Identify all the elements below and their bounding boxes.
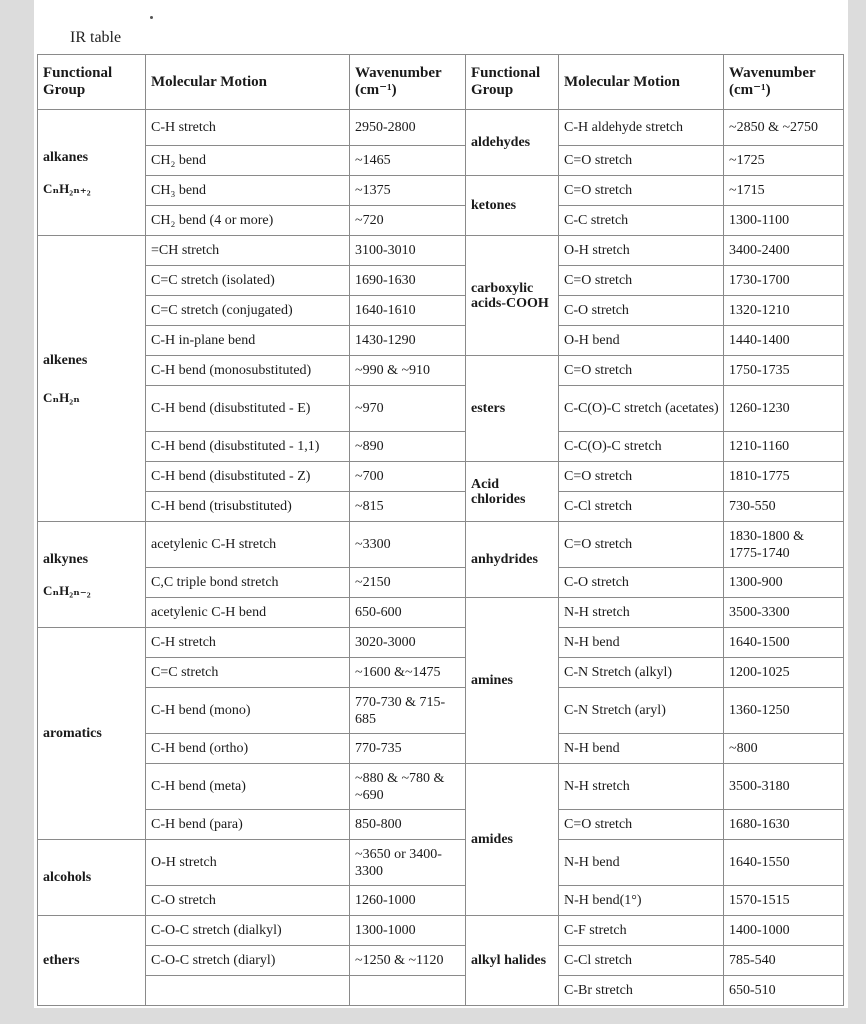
wavenumber-cell: 1750-1735 xyxy=(724,356,844,386)
wavenumber-cell: 1210-1160 xyxy=(724,432,844,462)
table-row xyxy=(38,840,844,886)
table-row xyxy=(38,236,844,266)
motion-cell: C-O stretch xyxy=(559,296,724,326)
wavenumber-cell: 1570-1515 xyxy=(724,886,844,916)
motion-cell: C-C(O)-C stretch xyxy=(559,432,724,462)
wavenumber-cell: 1260-1230 xyxy=(724,386,844,432)
wavenumber-cell: ~720 xyxy=(350,206,466,236)
table-row xyxy=(38,628,844,658)
wavenumber-cell: 1200-1025 xyxy=(724,658,844,688)
motion-cell: C-H bend (disubstituted - E) xyxy=(146,386,350,432)
motion-cell: acetylenic C-H bend xyxy=(146,598,350,628)
header-functional-group-left: Functional Group xyxy=(38,55,146,110)
motion-cell: =CH stretch xyxy=(146,236,350,266)
motion-cell: C-H aldehyde stretch xyxy=(559,110,724,146)
table-row xyxy=(38,522,844,568)
motion-cell: C=C stretch (conjugated) xyxy=(146,296,350,326)
motion-cell: C-Cl stretch xyxy=(559,946,724,976)
wavenumber-cell: ~815 xyxy=(350,492,466,522)
motion-cell: O-H bend xyxy=(559,326,724,356)
wavenumber-cell: 770-730 & 715-685 xyxy=(350,688,466,734)
motion-cell: C-F stretch xyxy=(559,916,724,946)
wavenumber-cell: 1400-1000 xyxy=(724,916,844,946)
group-formula: CₙH₂ₙ xyxy=(43,389,80,405)
motion-cell: C-H bend (para) xyxy=(146,810,350,840)
motion-cell: C=O stretch xyxy=(559,810,724,840)
wavenumber-cell: 785-540 xyxy=(724,946,844,976)
wavenumber-cell: 850-800 xyxy=(350,810,466,840)
table-row xyxy=(38,946,844,976)
group-amines: amines xyxy=(466,598,559,764)
table-row xyxy=(38,658,844,688)
wavenumber-cell: ~1600 &~1475 xyxy=(350,658,466,688)
wavenumber-cell: 1690-1630 xyxy=(350,266,466,296)
table-row xyxy=(38,916,844,946)
motion-cell: N-H bend xyxy=(559,628,724,658)
wavenumber-cell: ~1250 & ~1120 xyxy=(350,946,466,976)
table-row xyxy=(38,810,844,840)
wavenumber-cell: 650-600 xyxy=(350,598,466,628)
motion-cell: C-H bend (mono) xyxy=(146,688,350,734)
wavenumber-cell: 1440-1400 xyxy=(724,326,844,356)
table-row xyxy=(38,176,844,206)
motion-cell: C-H bend (meta) xyxy=(146,764,350,810)
table-row xyxy=(38,568,844,598)
group-alkenes xyxy=(38,236,146,522)
wavenumber-cell: 1260-1000 xyxy=(350,886,466,916)
table-row xyxy=(38,386,844,432)
table-row xyxy=(38,976,844,1006)
group-ketones: ketones xyxy=(466,176,559,236)
motion-cell: C-H bend (disubstituted - Z) xyxy=(146,462,350,492)
motion-cell: N-H bend xyxy=(559,734,724,764)
motion-cell: CH₂ bend (4 or more) xyxy=(146,206,350,236)
motion-cell: C=C stretch xyxy=(146,658,350,688)
motion-cell: C=O stretch xyxy=(559,266,724,296)
header-molecular-motion-right: Molecular Motion xyxy=(559,55,724,110)
table-row xyxy=(38,296,844,326)
motion-cell: N-H stretch xyxy=(559,598,724,628)
table-row xyxy=(38,266,844,296)
wavenumber-cell: ~1715 xyxy=(724,176,844,206)
wavenumber-cell: 770-735 xyxy=(350,734,466,764)
header-row xyxy=(38,55,844,110)
wavenumber-cell: 3100-3010 xyxy=(350,236,466,266)
wavenumber-cell: 1680-1630 xyxy=(724,810,844,840)
wavenumber-cell: 3500-3180 xyxy=(724,764,844,810)
wavenumber-cell: ~2150 xyxy=(350,568,466,598)
scan-right-margin xyxy=(848,0,866,1024)
wavenumber-cell: 1640-1610 xyxy=(350,296,466,326)
wavenumber-cell: 1300-900 xyxy=(724,568,844,598)
table-row xyxy=(38,326,844,356)
header-wavenumber-left: Wavenumber (cm⁻¹) xyxy=(350,55,466,110)
motion-cell: C-O stretch xyxy=(146,886,350,916)
wavenumber-cell: ~970 xyxy=(350,386,466,432)
motion-cell: C-H in-plane bend xyxy=(146,326,350,356)
motion-cell: O-H stretch xyxy=(559,236,724,266)
group-aldehydes: aldehydes xyxy=(466,110,559,176)
motion-cell: C-H bend (monosubstituted) xyxy=(146,356,350,386)
motion-cell: N-H stretch xyxy=(559,764,724,810)
group-name: alkenes xyxy=(43,352,88,368)
motion-cell: N-H bend(1°) xyxy=(559,886,724,916)
group-alkynes xyxy=(38,522,146,628)
motion-cell: C=C stretch (isolated) xyxy=(146,266,350,296)
motion-cell: O-H stretch xyxy=(146,840,350,886)
table-row xyxy=(38,886,844,916)
empty-cell xyxy=(146,976,350,1006)
header-wavenumber-right: Wavenumber (cm⁻¹) xyxy=(724,55,844,110)
group-acid-chlorides: Acid chlorides xyxy=(466,462,559,522)
table-row xyxy=(38,432,844,462)
wavenumber-cell: ~1375 xyxy=(350,176,466,206)
motion-cell: C-H bend (ortho) xyxy=(146,734,350,764)
wavenumber-cell: 3020-3000 xyxy=(350,628,466,658)
motion-cell: C-C(O)-C stretch (acetates) xyxy=(559,386,724,432)
wavenumber-cell: 3500-3300 xyxy=(724,598,844,628)
motion-cell: C,C triple bond stretch xyxy=(146,568,350,598)
wavenumber-cell: 650-510 xyxy=(724,976,844,1006)
motion-cell: C=O stretch xyxy=(559,522,724,568)
wavenumber-cell: 1360-1250 xyxy=(724,688,844,734)
wavenumber-cell: 1730-1700 xyxy=(724,266,844,296)
table-row xyxy=(38,356,844,386)
motion-cell: C-O-C stretch (dialkyl) xyxy=(146,916,350,946)
motion-cell: C=O stretch xyxy=(559,356,724,386)
motion-cell: N-H bend xyxy=(559,840,724,886)
motion-cell: C-H stretch xyxy=(146,110,350,146)
wavenumber-cell: ~3300 xyxy=(350,522,466,568)
scan-left-margin xyxy=(0,0,34,1024)
scan-bottom-margin xyxy=(0,1008,866,1024)
ir-table-container xyxy=(37,54,844,1006)
wavenumber-cell: ~3650 or 3400-3300 xyxy=(350,840,466,886)
ir-table xyxy=(37,54,844,1006)
group-amides: amides xyxy=(466,764,559,916)
wavenumber-cell: ~880 & ~780 & ~690 xyxy=(350,764,466,810)
motion-cell: C-C stretch xyxy=(559,206,724,236)
table-row xyxy=(38,462,844,492)
wavenumber-cell: 730-550 xyxy=(724,492,844,522)
wavenumber-cell: 3400-2400 xyxy=(724,236,844,266)
wavenumber-cell: 1640-1550 xyxy=(724,840,844,886)
wavenumber-cell: ~800 xyxy=(724,734,844,764)
table-row xyxy=(38,110,844,146)
motion-cell: C-N Stretch (aryl) xyxy=(559,688,724,734)
motion-cell: C-O stretch xyxy=(559,568,724,598)
motion-cell: C=O stretch xyxy=(559,176,724,206)
empty-cell xyxy=(350,976,466,1006)
wavenumber-cell: 1430-1290 xyxy=(350,326,466,356)
wavenumber-cell: ~2850 & ~2750 xyxy=(724,110,844,146)
motion-cell: acetylenic C-H stretch xyxy=(146,522,350,568)
wavenumber-cell: ~1725 xyxy=(724,146,844,176)
motion-cell: C-N Stretch (alkyl) xyxy=(559,658,724,688)
wavenumber-cell: ~700 xyxy=(350,462,466,492)
motion-cell: C-Br stretch xyxy=(559,976,724,1006)
group-carboxylic-acids: carboxylic acids-COOH xyxy=(466,236,559,356)
group-formula: CₙH₂ₙ₊₂ xyxy=(43,180,91,196)
wavenumber-cell: 1830-1800 & 1775-1740 xyxy=(724,522,844,568)
wavenumber-cell: 1300-1000 xyxy=(350,916,466,946)
table-row xyxy=(38,146,844,176)
table-row xyxy=(38,206,844,236)
header-functional-group-right: Functional Group xyxy=(466,55,559,110)
group-ethers: ethers xyxy=(38,916,146,1006)
group-aromatics: aromatics xyxy=(38,628,146,840)
group-alkanes xyxy=(38,110,146,236)
group-formula: CₙH₂ₙ₋₂ xyxy=(43,582,91,598)
wavenumber-cell: ~890 xyxy=(350,432,466,462)
wavenumber-cell: 1320-1210 xyxy=(724,296,844,326)
motion-cell: C=O stretch xyxy=(559,146,724,176)
wavenumber-cell: 1300-1100 xyxy=(724,206,844,236)
group-name: alkanes xyxy=(43,149,89,165)
header-molecular-motion-left: Molecular Motion xyxy=(146,55,350,110)
table-row xyxy=(38,734,844,764)
group-alkyl-halides: alkyl halides xyxy=(466,916,559,1006)
table-row xyxy=(38,492,844,522)
motion-cell: CH₃ bend xyxy=(146,176,350,206)
motion-cell: C-H bend (trisubstituted) xyxy=(146,492,350,522)
table-row xyxy=(38,598,844,628)
wavenumber-cell: 1640-1500 xyxy=(724,628,844,658)
table-row xyxy=(38,764,844,810)
motion-cell: C-H bend (disubstituted - 1,1) xyxy=(146,432,350,462)
motion-cell: CH₂ bend xyxy=(146,146,350,176)
group-alcohols: alcohols xyxy=(38,840,146,916)
wavenumber-cell: 1810-1775 xyxy=(724,462,844,492)
table-caption: IR table xyxy=(70,29,122,46)
scan-speck xyxy=(150,16,153,19)
motion-cell: C-Cl stretch xyxy=(559,492,724,522)
table-row xyxy=(38,688,844,734)
motion-cell: C-O-C stretch (diaryl) xyxy=(146,946,350,976)
motion-cell: C=O stretch xyxy=(559,462,724,492)
motion-cell: C-H stretch xyxy=(146,628,350,658)
wavenumber-cell: ~1465 xyxy=(350,146,466,176)
group-anhydrides: anhydrides xyxy=(466,522,559,598)
wavenumber-cell: 2950-2800 xyxy=(350,110,466,146)
wavenumber-cell: ~990 & ~910 xyxy=(350,356,466,386)
group-esters: esters xyxy=(466,356,559,462)
group-name: alkynes xyxy=(43,551,89,567)
